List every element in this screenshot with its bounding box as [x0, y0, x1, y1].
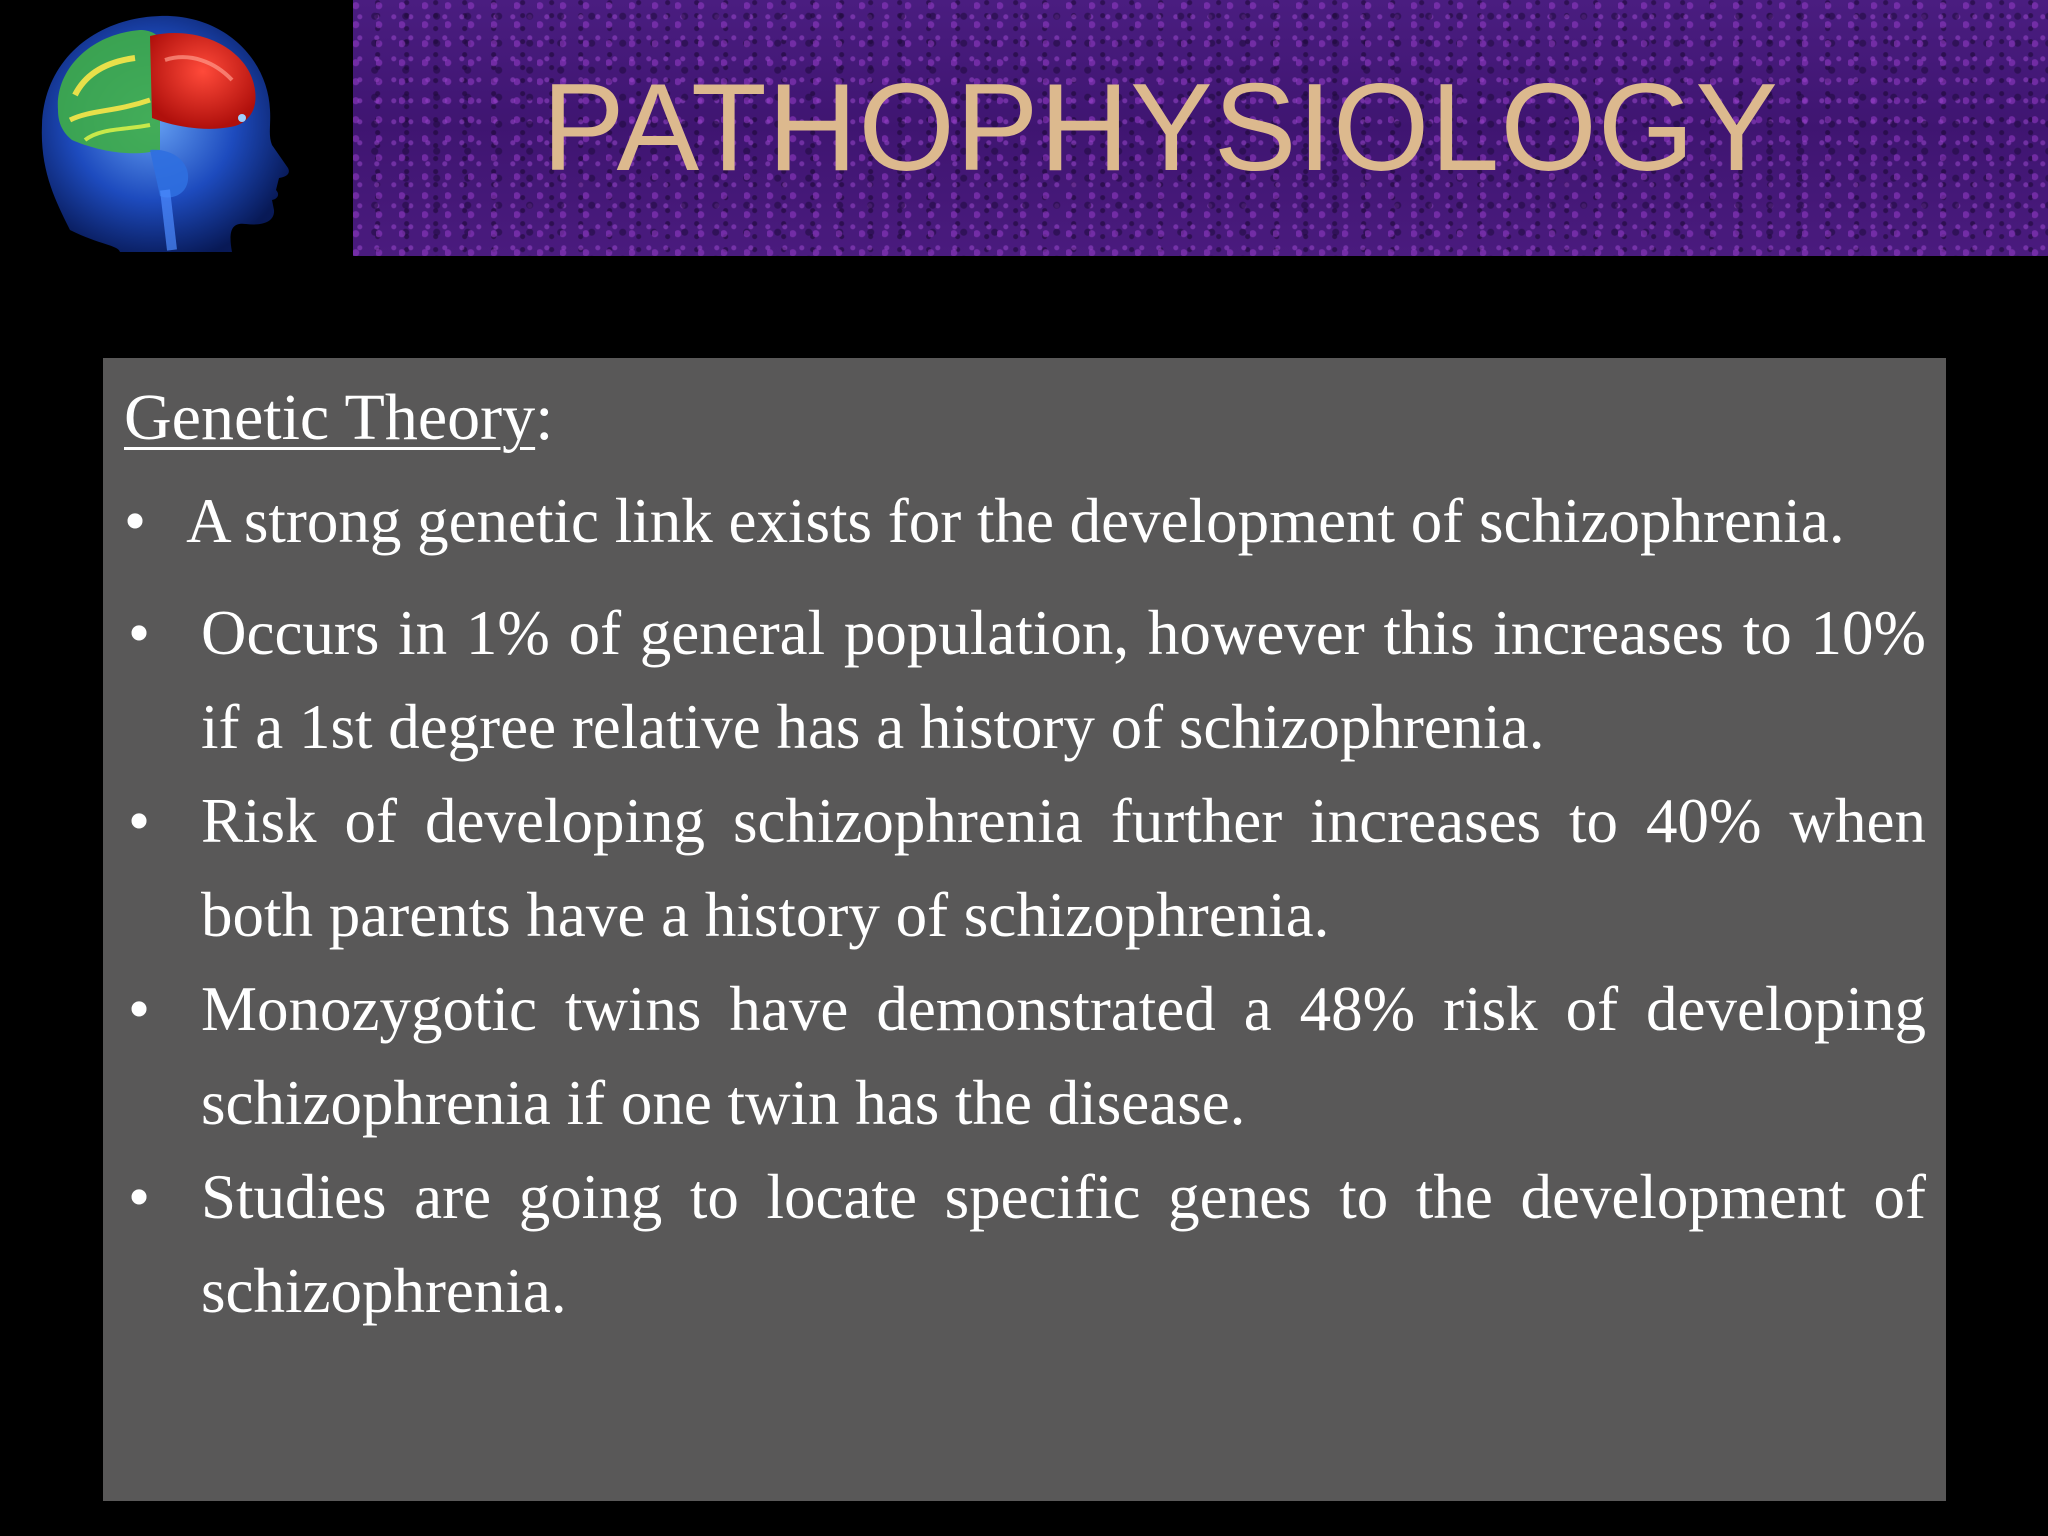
bullet-text: Studies are going to locate specific genes to the development of schizophrenia. — [201, 1162, 1926, 1326]
list-item — [124, 1150, 1926, 1338]
lead-text: A strong genetic link exists for the development of schizophrenia. — [186, 486, 1845, 556]
content-panel — [103, 358, 1946, 1501]
bullet-text: Risk of developing schizophrenia further increases to 40% when both parents have a history of schizophrenia. — [201, 786, 1926, 950]
list-item — [124, 774, 1926, 962]
section-heading-colon: : — [535, 381, 554, 454]
bullet-icon: • — [127, 1162, 151, 1232]
list-item — [124, 586, 1926, 774]
bullet-text: Occurs in 1% of general population, however this increases to 10% if a 1st degree relative has a history of schizophrenia. — [201, 598, 1926, 762]
list-item — [124, 962, 1926, 1150]
bullet-icon: • — [127, 974, 151, 1044]
logo-area — [0, 0, 352, 256]
bullet-text: Monozygotic twins have demonstrated a 48% risk of developing schizophrenia if one twin has the disease. — [201, 974, 1926, 1138]
section-heading-text: Genetic Theory — [124, 381, 536, 454]
brain-head-icon — [0, 0, 352, 256]
lead-paragraph — [124, 474, 1926, 568]
bullet-icon: • — [127, 786, 151, 856]
bullet-list — [124, 586, 1926, 1338]
lead-bullet-icon: • — [124, 486, 147, 556]
bullet-icon: • — [127, 598, 151, 668]
title-banner — [353, 0, 2048, 256]
slide-title: PATHOPHYSIOLOGY — [542, 59, 1779, 197]
section-heading — [124, 378, 1926, 458]
